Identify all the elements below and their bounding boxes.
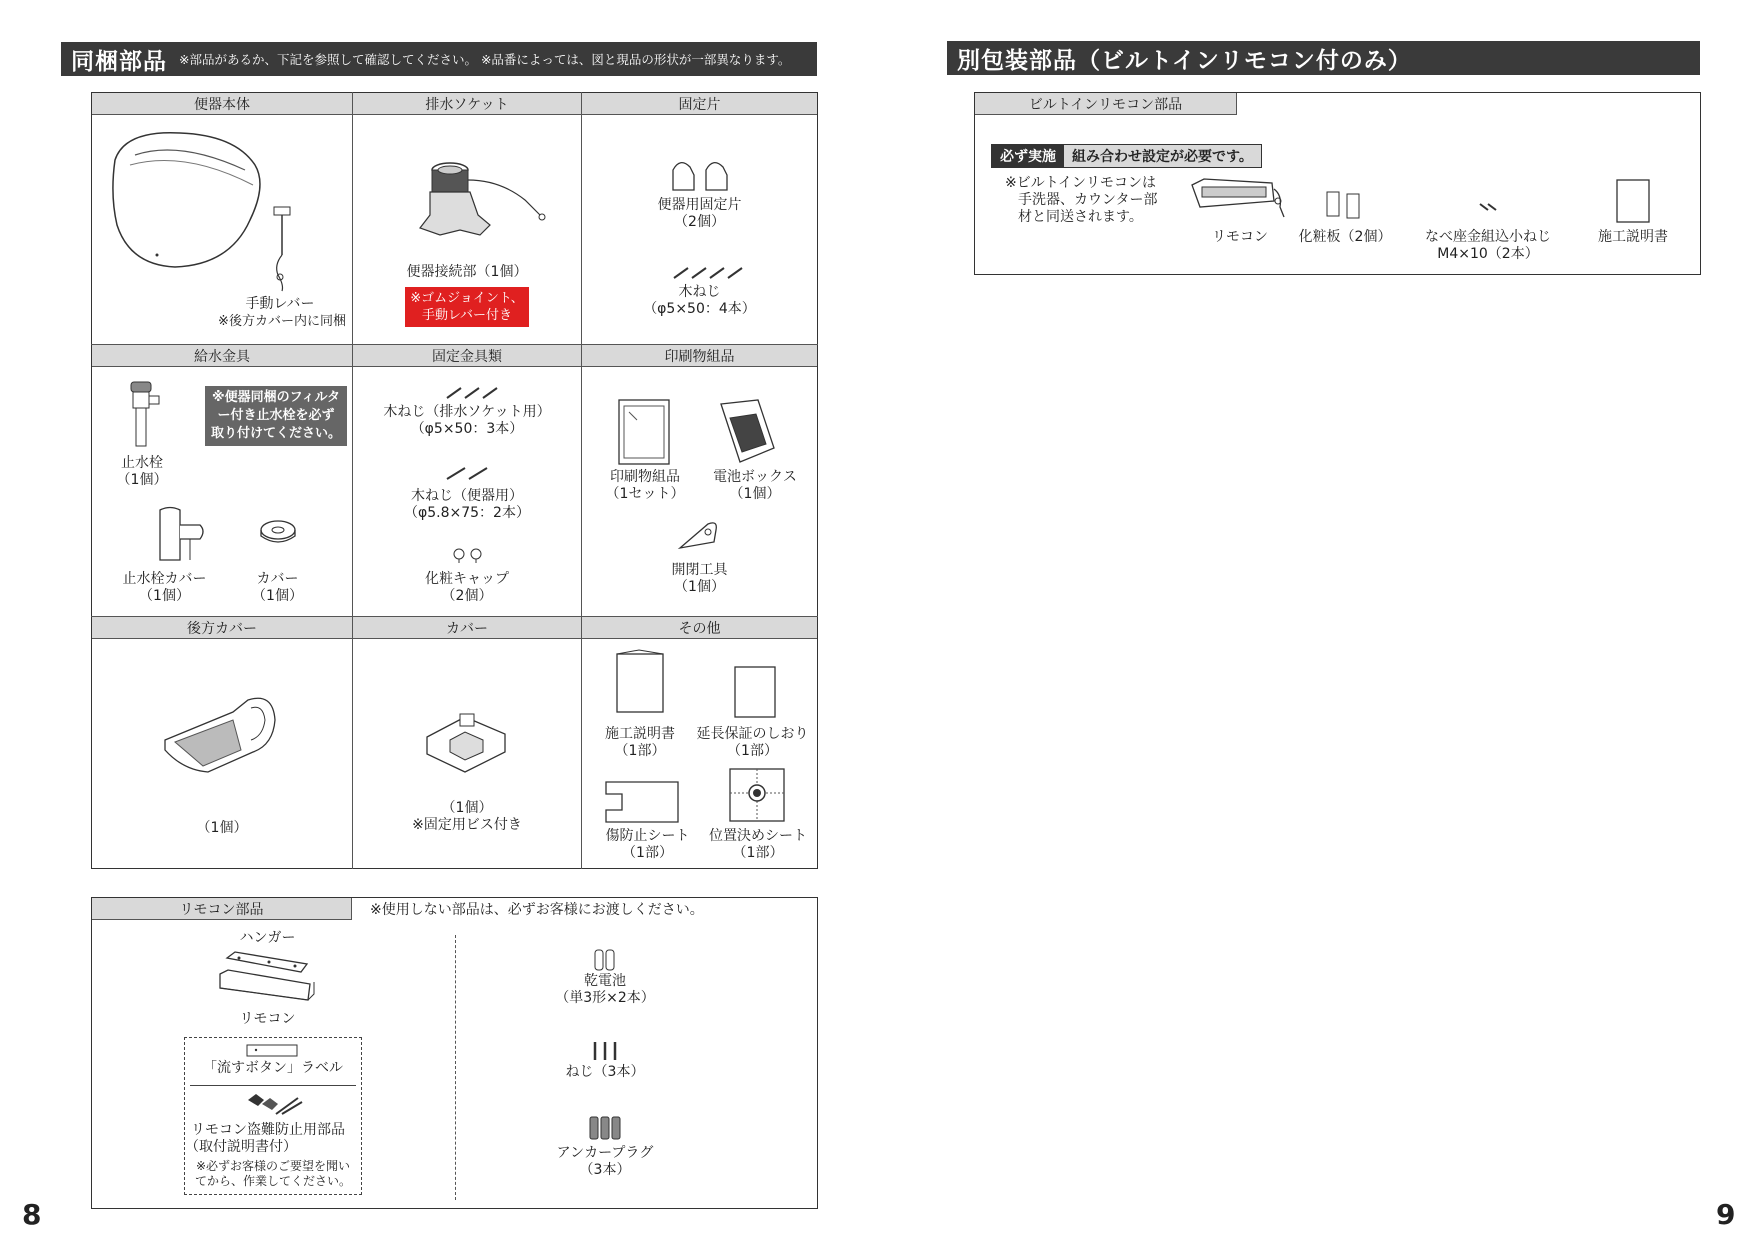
valve-cover-icon (150, 505, 210, 567)
cell-head-water: 給水金具 (92, 345, 352, 367)
cell-head-fixing: 固定片 (582, 93, 817, 115)
hanger-label: ハンガー (239, 930, 296, 946)
protect-sheet-icon (604, 780, 680, 824)
antitheft-parts-icon (246, 1090, 302, 1116)
must-text: 組み合わせ設定が必要です。 (1064, 145, 1261, 167)
cover-illustration (425, 712, 509, 774)
plug-label: アンカープラグ (556, 1145, 654, 1161)
right-header-title: 別包装部品（ビルトインリモコン付のみ） (957, 47, 1412, 74)
left-header-note: ※部品があるか、下記を参照して確認してください。 ※品番によっては、図と現品の形状が一部異なります。 (179, 52, 791, 67)
must-banner (991, 144, 1262, 168)
cap-label: 化粧キャップ (425, 571, 509, 587)
antitheft-note2: てから、作業してください。 (194, 1174, 351, 1188)
cosmetic-plate-icon (1325, 190, 1365, 220)
builtin-item2: 化粧板（2個） (1298, 229, 1392, 245)
cell-head-socket: 排水ソケット (353, 93, 581, 115)
right-header (947, 41, 1700, 75)
remote-divider (455, 935, 456, 1200)
cover2-label: カバー (256, 571, 299, 587)
cover-note: ※固定用ビス付き (412, 817, 522, 833)
cap-qty: （2個） (441, 588, 493, 604)
other-item1-label: 施工説明書 (605, 726, 675, 742)
battery-box-icon (718, 398, 778, 464)
must-tag: 必ず実施 (992, 145, 1064, 167)
battery-label: 乾電池 (584, 973, 626, 989)
remote-label: リモコン (239, 1011, 296, 1027)
other-item1-qty: （1部） (614, 743, 666, 759)
fixing-label1: 便器用固定片 (657, 197, 742, 213)
cell-head-print: 印刷物組品 (582, 345, 817, 367)
water-note-line1: ※便器同梱のフィルタ (211, 390, 341, 405)
other-item4-label: 位置決めシート (709, 828, 807, 844)
cell-head-body: 便器本体 (92, 93, 352, 115)
socket-badge (405, 287, 529, 327)
antitheft-note1: ※必ずお客様のご要望を聞い (195, 1159, 351, 1173)
remote-icon (218, 970, 318, 1010)
battery-icon (593, 947, 617, 971)
builtin-item3-sub: M4×10（2本） (1437, 246, 1539, 262)
cover-ring-icon (258, 518, 298, 548)
print-item1-qty: （1セット） (605, 486, 685, 502)
cover1-qty: （1個） (139, 588, 190, 604)
fixing-label2: 木ねじ (678, 284, 721, 300)
cell-head-other: その他 (582, 617, 817, 639)
valve-label: 止水栓 (121, 455, 163, 471)
rear-qty: （1個） (196, 820, 248, 836)
left-header (61, 42, 817, 76)
builtin-note3: 材と同送されます。 (1018, 209, 1143, 225)
position-sheet-icon (728, 767, 786, 823)
print-item2-label: 電池ボックス (713, 469, 797, 485)
fixing-piece-icon (668, 155, 738, 195)
print-item3-label: 開閉工具 (671, 562, 728, 578)
builtin-remote-title: ビルトインリモコン部品 (975, 93, 1237, 115)
builtin-item4: 施工説明書 (1598, 229, 1668, 245)
lever-label: 手動レバー (245, 296, 315, 312)
other-item2-label: 延長保証のしおり (696, 726, 809, 742)
page-number-left: 8 (22, 1198, 42, 1231)
drain-socket-illustration (410, 160, 560, 245)
manual-booklet-icon (614, 650, 668, 714)
builtin-note1: ※ビルトインリモコンは (1005, 175, 1157, 191)
opening-tool-icon (678, 520, 720, 550)
other-item2-qty: （1部） (727, 743, 778, 759)
builtin-item1: リモコン (1212, 229, 1268, 245)
socket-screw-icon (445, 384, 501, 400)
water-note-box (205, 386, 347, 446)
wood-screw-icon (672, 264, 744, 280)
page-number-right: 9 (1716, 1198, 1736, 1231)
builtin-remote-icon (1190, 177, 1288, 223)
screw2-label: 木ねじ（便器用） (411, 488, 523, 504)
cover2-qty: （1個） (252, 588, 303, 604)
fixing-qty1: （2個） (674, 214, 725, 230)
water-note-line3: 取り付けてください。 (210, 426, 341, 441)
cover-qty: （1個） (441, 800, 493, 816)
cell-head-metal: 固定金具類 (353, 345, 581, 367)
flush-label-text: 「流すボタン」ラベル (203, 1060, 343, 1076)
cap-icon (451, 548, 485, 564)
other-item3-qty: （1部） (622, 845, 673, 861)
socket-badge-line2: 手動レバー付き (421, 308, 513, 323)
stop-valve-icon (123, 380, 163, 450)
fixing-qty2: （φ5×50：4本） (643, 301, 756, 317)
pan-screw-icon (1478, 200, 1498, 214)
print-item1-label: 印刷物組品 (610, 469, 680, 485)
print-set-icon (617, 398, 673, 466)
warranty-leaflet-icon (733, 665, 777, 719)
manual-lever-icon (268, 205, 298, 295)
socket-badge-line1: ※ゴムジョイント、 (410, 291, 524, 306)
builtin-note2: 手洗器、カウンター部 (1018, 192, 1158, 208)
anchor-plug-icon (589, 1115, 621, 1141)
battery-qty: （単3形×2本） (555, 990, 655, 1006)
remote-parts-note: ※使用しない部品は、必ずお客様にお渡しください。 (370, 902, 704, 918)
antitheft-label: リモコン盗難防止用部品 (191, 1122, 345, 1138)
print-item2-qty: （1個） (729, 486, 781, 502)
other-item3-label: 傷防止シート (605, 828, 690, 844)
lever-note: ※後方カバー内に同梱 (218, 314, 346, 329)
cell-head-cover: カバー (353, 617, 581, 639)
dashed-box-separator (190, 1085, 356, 1086)
cover1-label: 止水栓カバー (122, 571, 207, 587)
plug-qty: （3本） (579, 1162, 631, 1178)
screw-label: ねじ（3本） (565, 1064, 645, 1080)
antitheft-sub: （取付説明書付） (185, 1139, 297, 1155)
screw-icon (591, 1040, 619, 1062)
other-item4-qty: （1部） (732, 845, 784, 861)
toilet-screw-icon (445, 465, 491, 481)
socket-label: 便器接続部（1個） (406, 264, 528, 280)
water-note-line2: ー付き止水栓を必ず (217, 408, 335, 423)
cell-head-rear: 後方カバー (92, 617, 352, 639)
remote-parts-title: リモコン部品 (92, 898, 352, 920)
print-item3-qty: （1個） (674, 579, 725, 595)
installation-manual-icon (1615, 178, 1651, 224)
screw2-qty: （φ5.8×75：2本） (404, 505, 530, 521)
left-header-title: 同梱部品 (71, 48, 167, 75)
screw1-label: 木ねじ（排水ソケット用） (383, 404, 551, 420)
screw1-qty: （φ5×50：3本） (410, 421, 524, 437)
builtin-item3: なべ座金組込小ねじ (1425, 229, 1551, 245)
flush-label-icon (246, 1044, 298, 1058)
rear-cover-illustration (163, 690, 283, 780)
valve-qty: （1個） (116, 472, 168, 488)
